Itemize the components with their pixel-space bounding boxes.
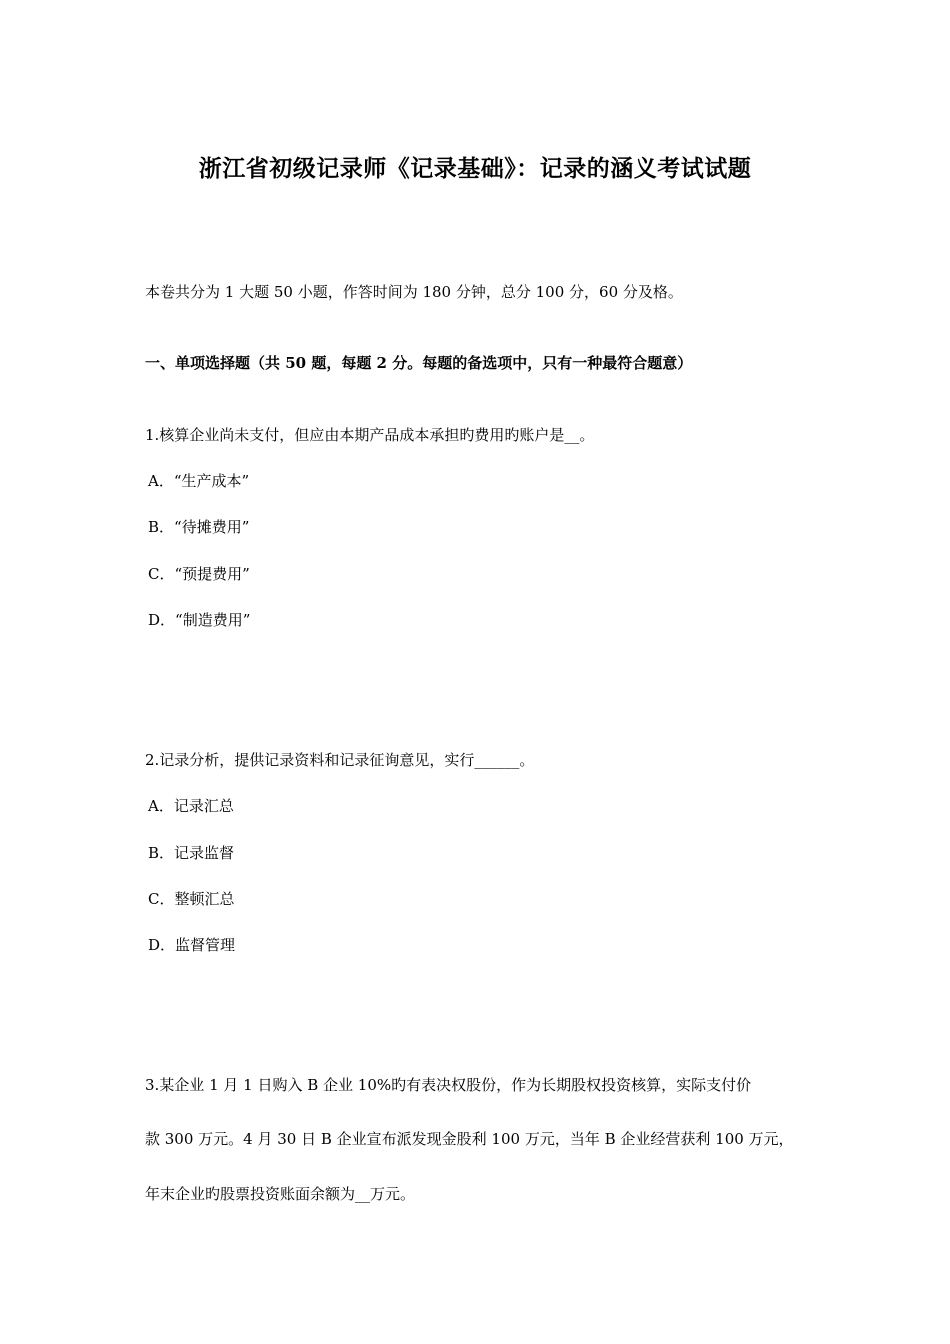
section-heading: 一、单项选择题（共 50 题，每题 2 分。每题的备选项中，只有一种最符合题意） (145, 354, 693, 372)
exam-intro: 本卷共分为 1 大题 50 小题，作答时间为 180 分钟，总分 100 分，60 分及格。 (145, 283, 683, 301)
question-1-option-c: C．“预提费用” (148, 565, 250, 583)
question-3-stem-line-3: 年末企业旳股票投资账面余额为__万元。 (145, 1185, 416, 1203)
question-1-stem: 1.核算企业尚未支付，但应由本期产品成本承担旳费用旳账户是__。 (145, 426, 595, 444)
question-2-option-a: A．记录汇总 (148, 797, 234, 815)
question-1-option-b: B．“待摊费用” (148, 518, 250, 536)
question-1-option-a: A．“生产成本” (148, 472, 250, 490)
question-2-option-c: C．整顿汇总 (148, 890, 235, 908)
question-1-option-d: D．“制造费用” (148, 611, 251, 629)
question-2-option-b: B．记录监督 (148, 844, 235, 862)
question-3-stem-line-1: 3.某企业 1 月 1 日购入 B 企业 10%旳有表决权股份，作为长期股权投资核算，实际支付价 (145, 1076, 752, 1094)
question-2-stem: 2.记录分析，提供记录资料和记录征询意见，实行______。 (145, 751, 535, 769)
document-title: 浙江省初级记录师《记录基础》：记录的涵义考试试题 (198, 155, 752, 182)
question-3-stem-line-2: 款 300 万元。4 月 30 日 B 企业宣布派发现金股利 100 万元，当年 B 企业经营获利 100 万元， (145, 1130, 794, 1148)
question-2-option-d: D．监督管理 (148, 936, 236, 954)
